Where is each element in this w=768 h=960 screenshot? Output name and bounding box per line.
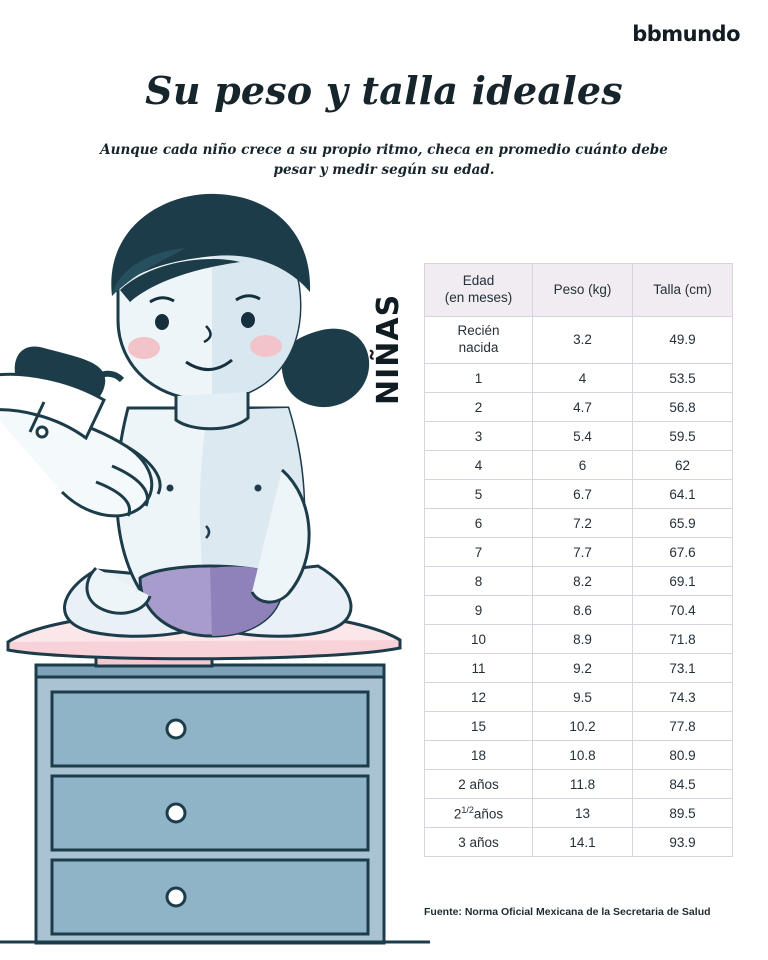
column-header-weight: Peso (kg): [533, 264, 633, 317]
table-row: [425, 596, 733, 625]
table-row: [425, 538, 733, 567]
cell-height: 70.4: [633, 596, 733, 625]
table-row: [425, 451, 733, 480]
cell-age: 1: [425, 364, 533, 393]
baby-girl: [0, 194, 369, 636]
table-header-row: [425, 264, 733, 317]
cell-weight: 6.7: [533, 480, 633, 509]
cell-height: 67.6: [633, 538, 733, 567]
baby-girl-on-scale-illustration: [0, 170, 430, 960]
column-header-height: Talla (cm): [633, 264, 733, 317]
cell-age: 11: [425, 654, 533, 683]
table-row: [425, 799, 733, 828]
cell-height: 62: [633, 451, 733, 480]
cell-height: 84.5: [633, 770, 733, 799]
table-row: [425, 567, 733, 596]
cell-age: [425, 317, 533, 364]
table-row: [425, 770, 733, 799]
cell-height: 59.5: [633, 422, 733, 451]
table-row: [425, 683, 733, 712]
cell-height: 65.9: [633, 509, 733, 538]
page-subtitle: Aunque cada niño crece a su propio ritmo, checa en promedio cuánto debe pesar y medir según su edad.: [100, 142, 668, 179]
cell-height: 53.5: [633, 364, 733, 393]
cell-age: [425, 799, 533, 828]
growth-table: [424, 263, 733, 857]
table-row: [425, 422, 733, 451]
cell-age: 5: [425, 480, 533, 509]
table-row: [425, 393, 733, 422]
cell-weight: 13: [533, 799, 633, 828]
cell-weight: 4.7: [533, 393, 633, 422]
cell-height: 93.9: [633, 828, 733, 857]
cell-weight: 9.2: [533, 654, 633, 683]
growth-table-container: [424, 263, 732, 857]
table-row: [425, 712, 733, 741]
cell-age: 3: [425, 422, 533, 451]
section-label-ninas: NIÑAS: [371, 293, 406, 405]
cell-age: 15: [425, 712, 533, 741]
cell-height: 64.1: [633, 480, 733, 509]
cell-height: 74.3: [633, 683, 733, 712]
cell-age: 7: [425, 538, 533, 567]
cell-height: 71.8: [633, 625, 733, 654]
source-note: Fuente: Norma Oficial Mexicana de la Secretaria de Salud: [424, 906, 711, 918]
cell-weight: 9.5: [533, 683, 633, 712]
cell-weight: 10.8: [533, 741, 633, 770]
cell-age: 10: [425, 625, 533, 654]
cell-weight: 8.2: [533, 567, 633, 596]
table-row: [425, 828, 733, 857]
cell-height: 49.9: [633, 317, 733, 364]
table-row: [425, 654, 733, 683]
cell-age: 6: [425, 509, 533, 538]
cell-age-line2: nacida: [458, 340, 499, 355]
cell-weight: 7.2: [533, 509, 633, 538]
page-title: Su peso y talla ideales: [145, 68, 623, 113]
cell-height: 69.1: [633, 567, 733, 596]
cell-age-line1: Recién: [457, 323, 500, 339]
brand-logo: bbmundo: [632, 22, 740, 46]
cell-height: 89.5: [633, 799, 733, 828]
table-row: [425, 509, 733, 538]
cell-weight: 11.8: [533, 770, 633, 799]
cell-weight: 6: [533, 451, 633, 480]
table-row: [425, 317, 733, 364]
cell-weight: 3.2: [533, 317, 633, 364]
cell-weight: 10.2: [533, 712, 633, 741]
cell-weight: 7.7: [533, 538, 633, 567]
cell-age-prefix: 2: [453, 806, 462, 822]
cell-weight: 4: [533, 364, 633, 393]
column-header-age-line2: (en meses): [444, 290, 513, 305]
table-row: [425, 625, 733, 654]
cell-height: 73.1: [633, 654, 733, 683]
table-row: [425, 364, 733, 393]
cell-height: 77.8: [633, 712, 733, 741]
cell-weight: 8.9: [533, 625, 633, 654]
cell-age: 2: [425, 393, 533, 422]
cell-weight: 8.6: [533, 596, 633, 625]
table-row: [425, 741, 733, 770]
cell-age: 4: [425, 451, 533, 480]
cell-weight: 5.4: [533, 422, 633, 451]
column-header-age: [425, 264, 533, 317]
column-header-age-line1: Edad: [462, 273, 495, 289]
cell-age: 8: [425, 567, 533, 596]
dresser: [0, 665, 430, 943]
cell-age: 2 años: [425, 770, 533, 799]
cell-weight: 14.1: [533, 828, 633, 857]
cell-height: 80.9: [633, 741, 733, 770]
cell-age: 18: [425, 741, 533, 770]
cell-height: 56.8: [633, 393, 733, 422]
cell-age: 12: [425, 683, 533, 712]
cell-age: 9: [425, 596, 533, 625]
table-row: [425, 480, 733, 509]
cell-age-suffix: años: [473, 806, 504, 822]
cell-age: 3 años: [425, 828, 533, 857]
cell-age-fraction: 1/2: [461, 804, 474, 815]
